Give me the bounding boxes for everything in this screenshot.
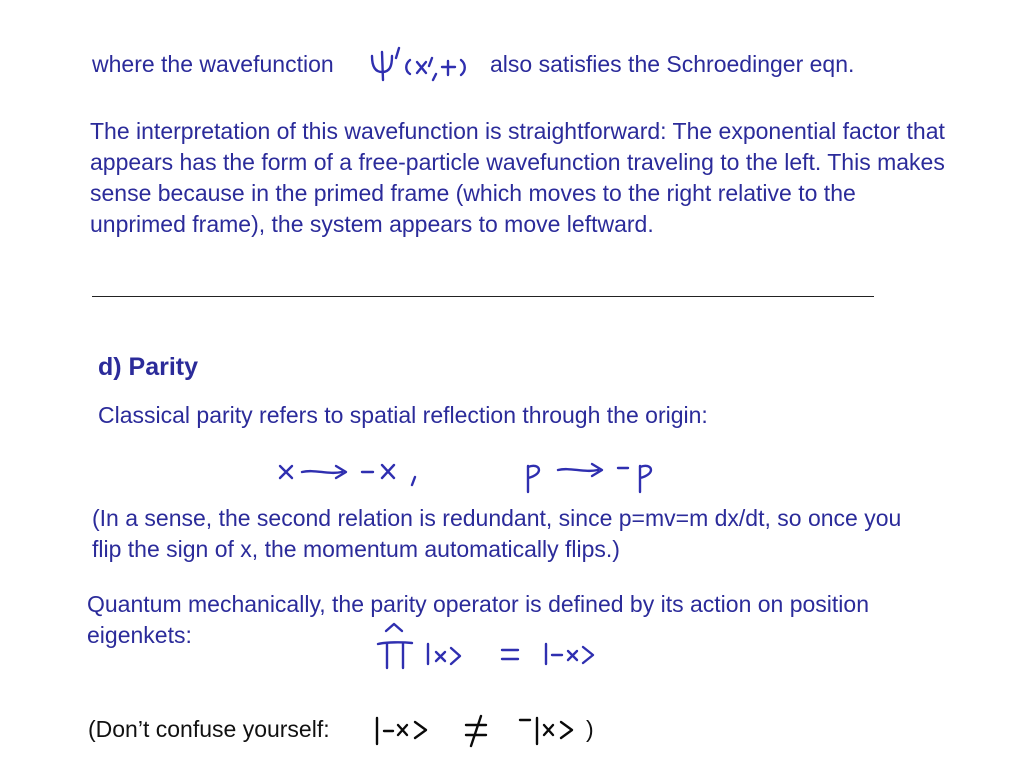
interpretation-paragraph: The interpretation of this wavefunction is straightforward: The exponential factor that appears has the form of a free-particle wavefunction traveling to the left. This makes sense because in the primed frame (which moves to the right relative to the unprimed frame), the system appears to move leftward. xyxy=(90,118,945,237)
parity-heading: d) Parity xyxy=(98,353,199,381)
redundant-relation-text: (In a sense, the second relation is redundant, since p=mv=m dx/dt, so once you flip the sign of x, the momentum automatically flips.) xyxy=(92,505,902,562)
schroedinger-text: also satisfies the Schroedinger eqn. xyxy=(490,51,855,77)
handwritten-not-equal xyxy=(370,708,585,748)
handwritten-parity-equation xyxy=(372,618,622,676)
handwritten-psi-prime xyxy=(366,44,478,84)
section-divider xyxy=(92,296,874,297)
classical-parity-text: Classical parity refers to spatial reflection through the origin: xyxy=(98,402,708,428)
handwritten-classical-parity xyxy=(270,452,670,502)
dont-confuse-text: (Don’t confuse yourself: xyxy=(88,716,330,742)
quantum-parity-text: Quantum mechanically, the parity operator is defined by its action on position eigenkets: xyxy=(87,591,869,648)
closing-paren: ) xyxy=(586,716,594,742)
wavefunction-intro-text: where the wavefunction xyxy=(92,51,334,77)
